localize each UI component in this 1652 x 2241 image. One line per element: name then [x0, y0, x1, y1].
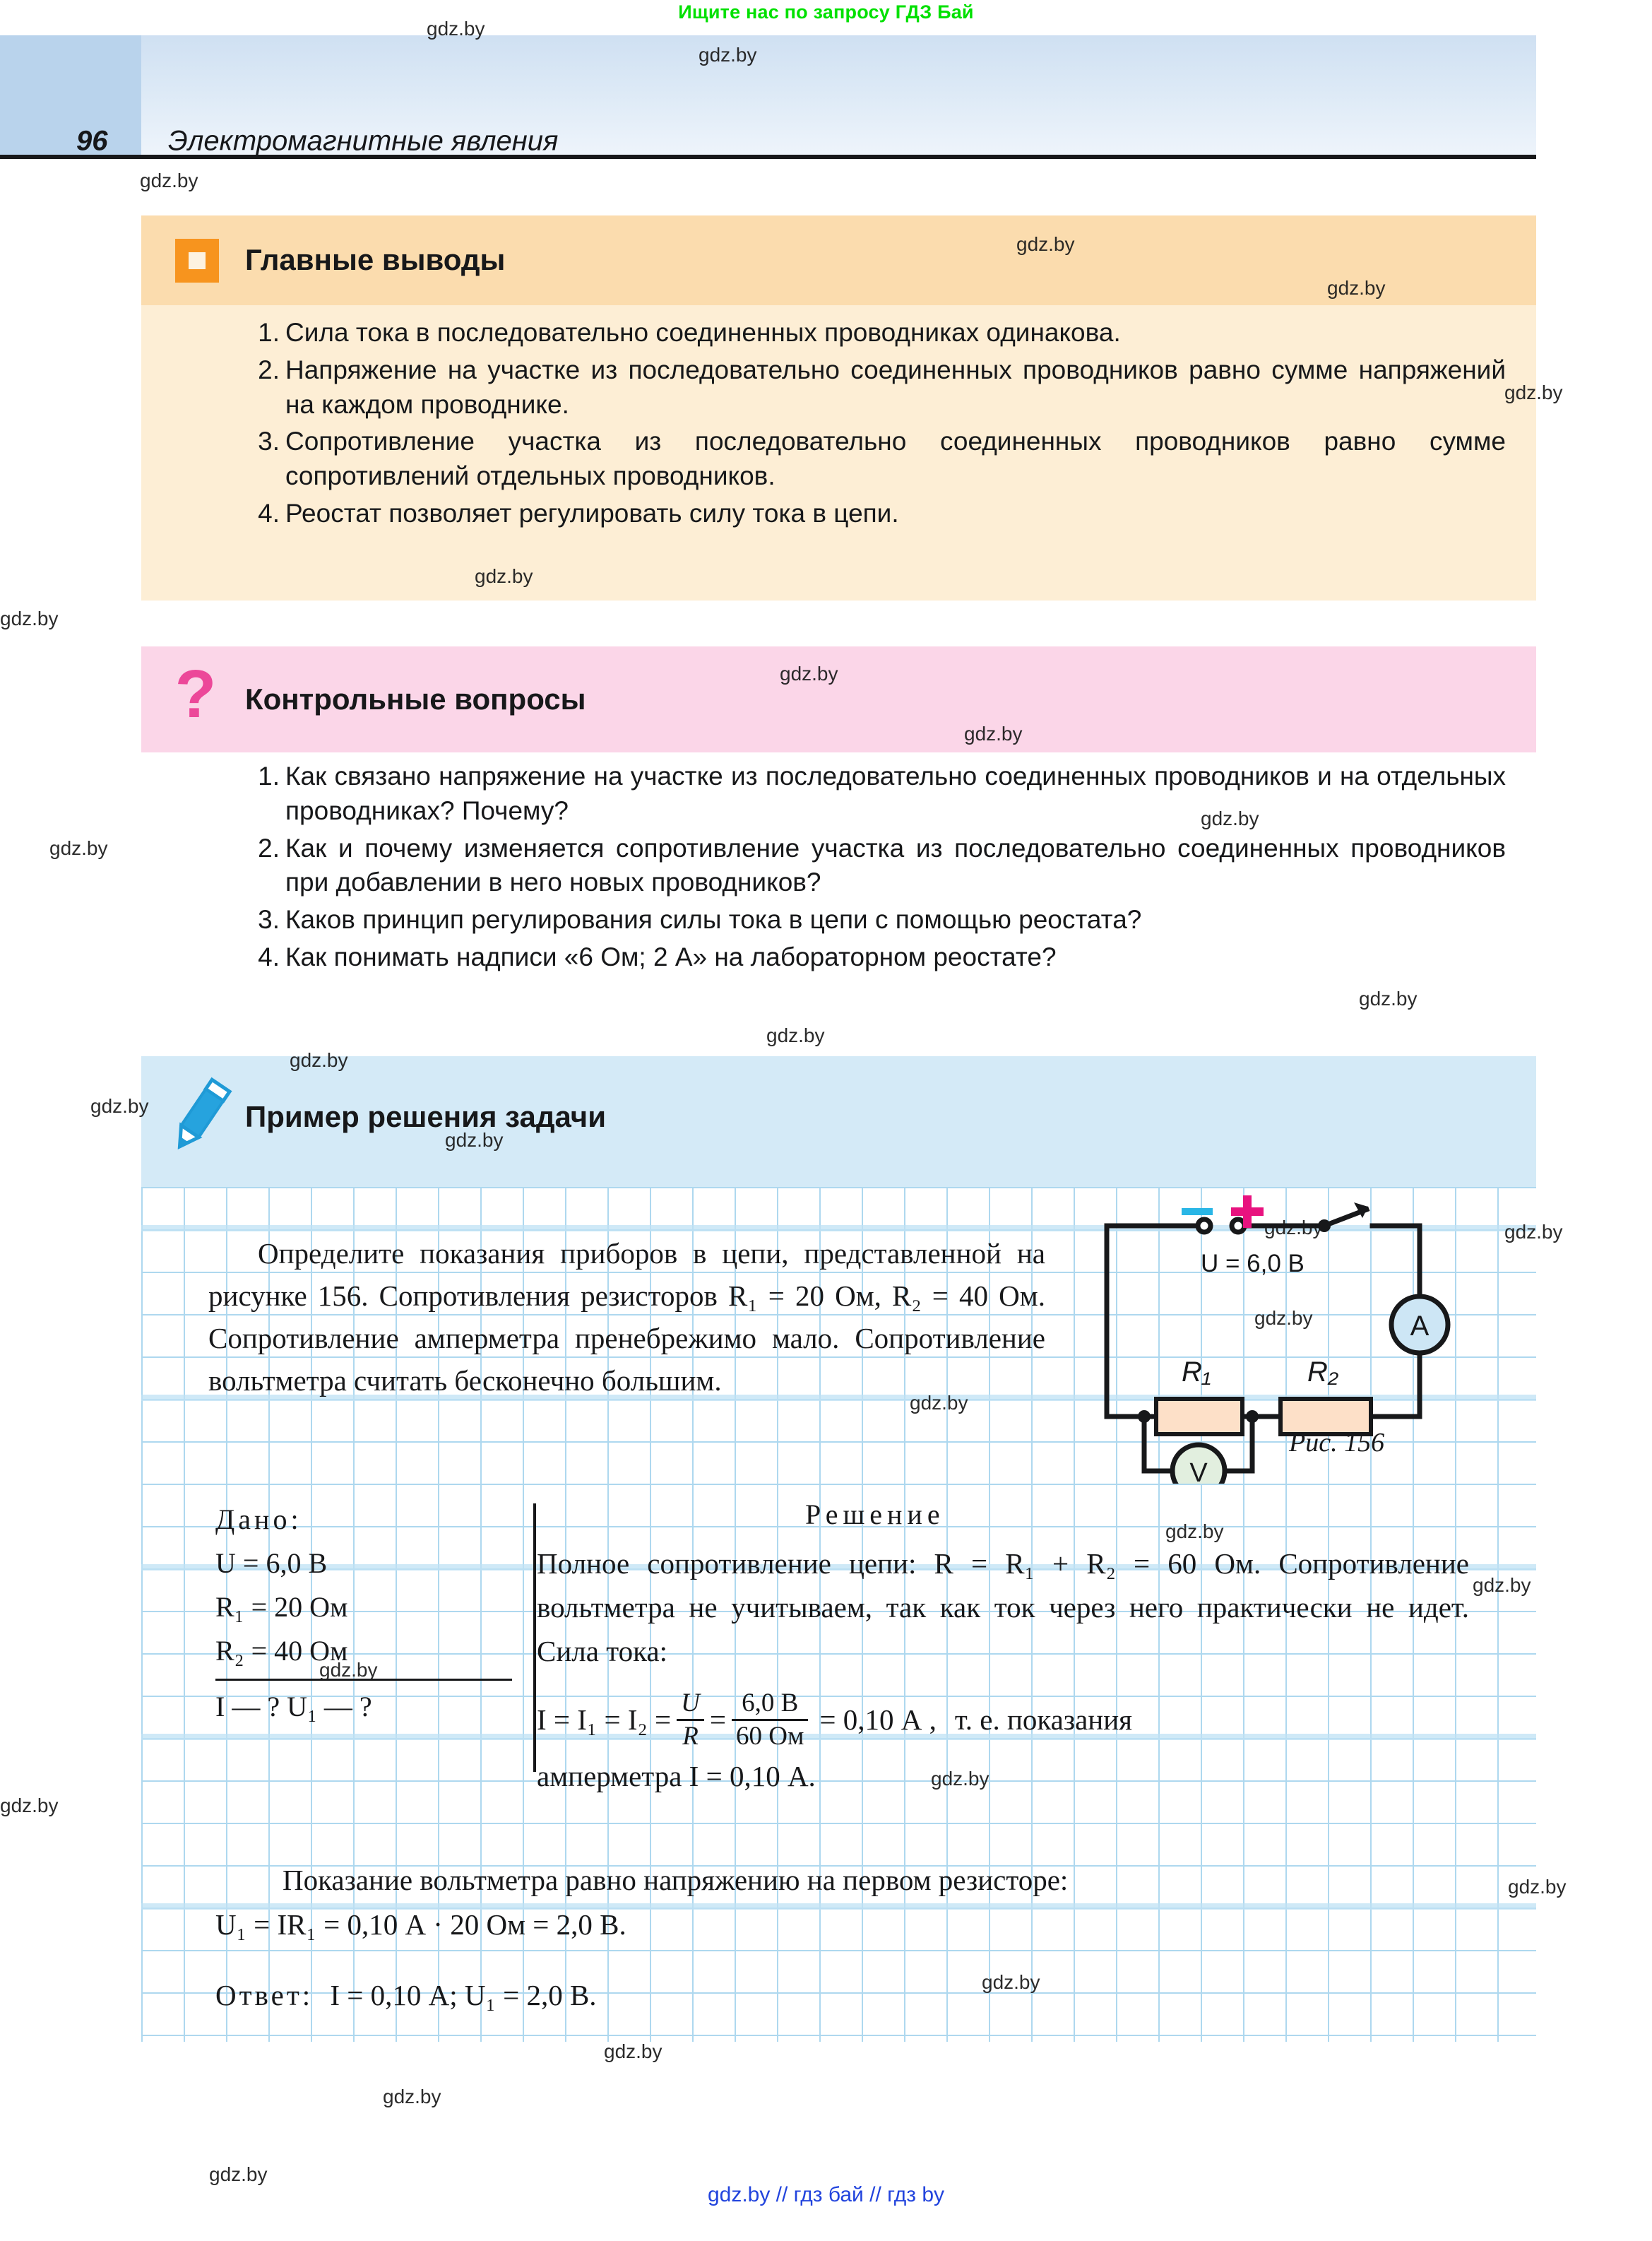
watermark: gdz.by: [1473, 1574, 1531, 1596]
given-row: R₁ = 20 Ом: [215, 1591, 348, 1623]
watermark: gdz.by: [1254, 1307, 1313, 1329]
ammeter-label: A: [1410, 1311, 1430, 1342]
running-head: [0, 35, 1536, 159]
page-number-block: [0, 35, 141, 155]
watermark: gdz.by: [383, 2086, 441, 2107]
ammeter-reading-line: амперметра I = 0,10 А.: [537, 1760, 816, 1792]
solution-body: [537, 1542, 1469, 1673]
problem-statement: Определите показания приборов в цепи, представленной на рисунке 156. Сопротивления резисторов R₁ = 20 Ом, R₂ = 40 Ом. Сопротивление амперметра пренебрежимо мало. Сопротивление вольтметра считать бесконечно большим.: [208, 1237, 1045, 1397]
voltmeter-formula: U₁ = IR₁ = 0,10 А · 20 Ом = 2,0 В.: [215, 1908, 626, 1941]
list-item-text: Как и почему изменяется сопротивление участка из последовательно соединенных проводников при добавлении в него новых проводников?: [285, 833, 1506, 897]
watermark: gdz.by: [1327, 277, 1386, 299]
watermark: gdz.by: [90, 1095, 149, 1117]
watermark: gdz.by: [319, 1659, 378, 1681]
formula-lhs: I = I₁ = I₂ =: [537, 1703, 672, 1737]
answer-value: I = 0,10 А; U₁ = 2,0 В.: [330, 1979, 597, 2011]
answer-label: Ответ:: [215, 1979, 314, 2011]
list-item: [242, 903, 1506, 938]
list-item-text: Как связано напряжение на участке из последовательно соединенных проводников и на отдельных проводниках? Почему?: [285, 762, 1506, 825]
watermark: gdz.by: [1201, 808, 1259, 829]
voltmeter-label: V: [1189, 1458, 1208, 1484]
watermark: gdz.by: [699, 44, 757, 66]
figure-caption: Рис. 156: [1289, 1428, 1385, 1457]
solution-line-1: Полное сопротивление цепи: R = R₁ + R₂ = 60 Ом.: [537, 1547, 1261, 1580]
fraction-denominator: R: [682, 1721, 699, 1751]
watermark: gdz.by: [1165, 1520, 1224, 1542]
conclusions-list: [242, 316, 1506, 534]
solution-line-2: Сопротивление вольтметра не учитываем, так как ток через него практически не идет. Сила тока:: [537, 1547, 1469, 1667]
list-item: [242, 497, 1506, 531]
answer-line: [215, 1978, 1275, 2012]
list-item-number: 1.: [258, 762, 280, 791]
given-header: Дано:: [215, 1503, 302, 1535]
r1-label: R₁: [1182, 1356, 1211, 1388]
positive-terminal: [1232, 1219, 1244, 1232]
footer-links: gdz.by // гдз бай // гдз by: [707, 2183, 945, 2206]
list-item-number: 2.: [258, 355, 280, 384]
list-item: [242, 425, 1506, 494]
page-number: 96: [76, 125, 108, 157]
list-item: [242, 940, 1506, 975]
list-item: [242, 832, 1506, 901]
list-item-text: Сопротивление участка из последовательно соединенных проводников равно сумме сопротивлений отдельных проводников.: [285, 427, 1506, 491]
list-item-text: Реостат позволяет регулировать силу тока в цепи.: [285, 499, 899, 528]
watermark: gdz.by: [1504, 382, 1563, 403]
watermark: gdz.by: [475, 565, 533, 587]
list-item-number: 3.: [258, 905, 280, 935]
fraction-denominator: 60 Ом: [736, 1721, 804, 1751]
list-item-text: Как понимать надписи «6 Ом; 2 А» на лабораторном реостате?: [285, 942, 1057, 972]
resistor-r1: [1156, 1399, 1242, 1434]
pencil-icon: [161, 1073, 239, 1155]
formula-trailing-text: т. е. показания: [954, 1703, 1133, 1737]
watermark: gdz.by: [140, 170, 198, 191]
chapter-title: Электромагнитные явления: [168, 125, 559, 157]
list-item: [242, 316, 1506, 350]
given-solution-separator: [533, 1503, 536, 1772]
watermark: gdz.by: [427, 18, 485, 40]
conclusions-title: Главные выводы: [245, 243, 506, 276]
list-item-number: 4.: [258, 499, 280, 528]
list-item-text: Каков принцип регулирования силы тока в цепи с помощью реостата?: [285, 905, 1142, 935]
minus-sign-icon: [1182, 1208, 1213, 1215]
voltmeter-paragraph: Показание вольтметра равно напряжению на первом резисторе:: [283, 1864, 1069, 1896]
control-questions-panel: [141, 646, 1536, 752]
promo-banner: Ищите нас по запросу ГДЗ Бай: [678, 1, 974, 23]
given-find: I — ? U₁ — ?: [215, 1691, 372, 1722]
watermark: gdz.by: [0, 1794, 59, 1816]
negative-terminal: [1198, 1219, 1211, 1232]
list-item-number: 3.: [258, 427, 280, 456]
watermark: gdz.by: [1016, 233, 1075, 255]
list-item-number: 2.: [258, 833, 280, 863]
fraction-bar: [677, 1719, 704, 1721]
fraction-values: [732, 1690, 808, 1749]
fraction-u-over-r: [677, 1690, 704, 1749]
fraction-numerator: 6,0 В: [742, 1689, 799, 1717]
list-item-text: Напряжение на участке из последовательно соединенных проводников равно сумме напряжений на каждом проводнике.: [285, 355, 1506, 419]
watermark: gdz.by: [604, 2040, 662, 2062]
r2-label: R₂: [1307, 1356, 1339, 1388]
watermark: gdz.by: [982, 1971, 1040, 1993]
node-dot: [1246, 1410, 1259, 1423]
list-item: [242, 759, 1506, 829]
watermark: gdz.by: [49, 837, 108, 859]
formula-equals: =: [709, 1703, 727, 1737]
watermark: gdz.by: [209, 2163, 268, 2185]
example-title: Пример решения задачи: [245, 1100, 607, 1133]
watermark: gdz.by: [0, 608, 59, 629]
main-conclusions-panel: [141, 215, 1536, 601]
list-item-number: 1.: [258, 318, 280, 347]
watermark: gdz.by: [931, 1768, 990, 1790]
question-mark-icon: ?: [174, 656, 217, 732]
list-item: [242, 353, 1506, 422]
questions-title: Контрольные вопросы: [245, 682, 586, 716]
questions-list: [242, 759, 1506, 978]
list-item-number: 4.: [258, 942, 280, 972]
source-voltage-label: U = 6,0 В: [1201, 1250, 1305, 1277]
given-block: [215, 1498, 512, 1729]
watermark: gdz.by: [780, 663, 838, 685]
watermark: gdz.by: [1359, 988, 1418, 1010]
given-row: R₂ = 40 Ом: [215, 1635, 348, 1667]
formula-result: = 0,10 А ,: [819, 1703, 937, 1737]
orange-square-icon: [175, 239, 219, 283]
watermark: gdz.by: [1264, 1217, 1323, 1238]
watermark: gdz.by: [1508, 1876, 1567, 1898]
solution-title: Решение: [805, 1498, 945, 1530]
given-row: U = 6,0 В: [215, 1547, 328, 1579]
watermark: gdz.by: [445, 1129, 504, 1151]
node-dot: [1138, 1410, 1151, 1423]
current-formula: [537, 1690, 1476, 1749]
watermark: gdz.by: [290, 1049, 348, 1071]
watermark: gdz.by: [964, 723, 1023, 745]
watermark: gdz.by: [1504, 1221, 1563, 1243]
watermark: gdz.by: [910, 1392, 968, 1414]
watermark: gdz.by: [766, 1024, 825, 1046]
list-item-text: Сила тока в последовательно соединенных проводниках одинакова.: [285, 318, 1121, 347]
fraction-numerator: U: [681, 1689, 700, 1717]
fraction-bar: [732, 1719, 808, 1721]
